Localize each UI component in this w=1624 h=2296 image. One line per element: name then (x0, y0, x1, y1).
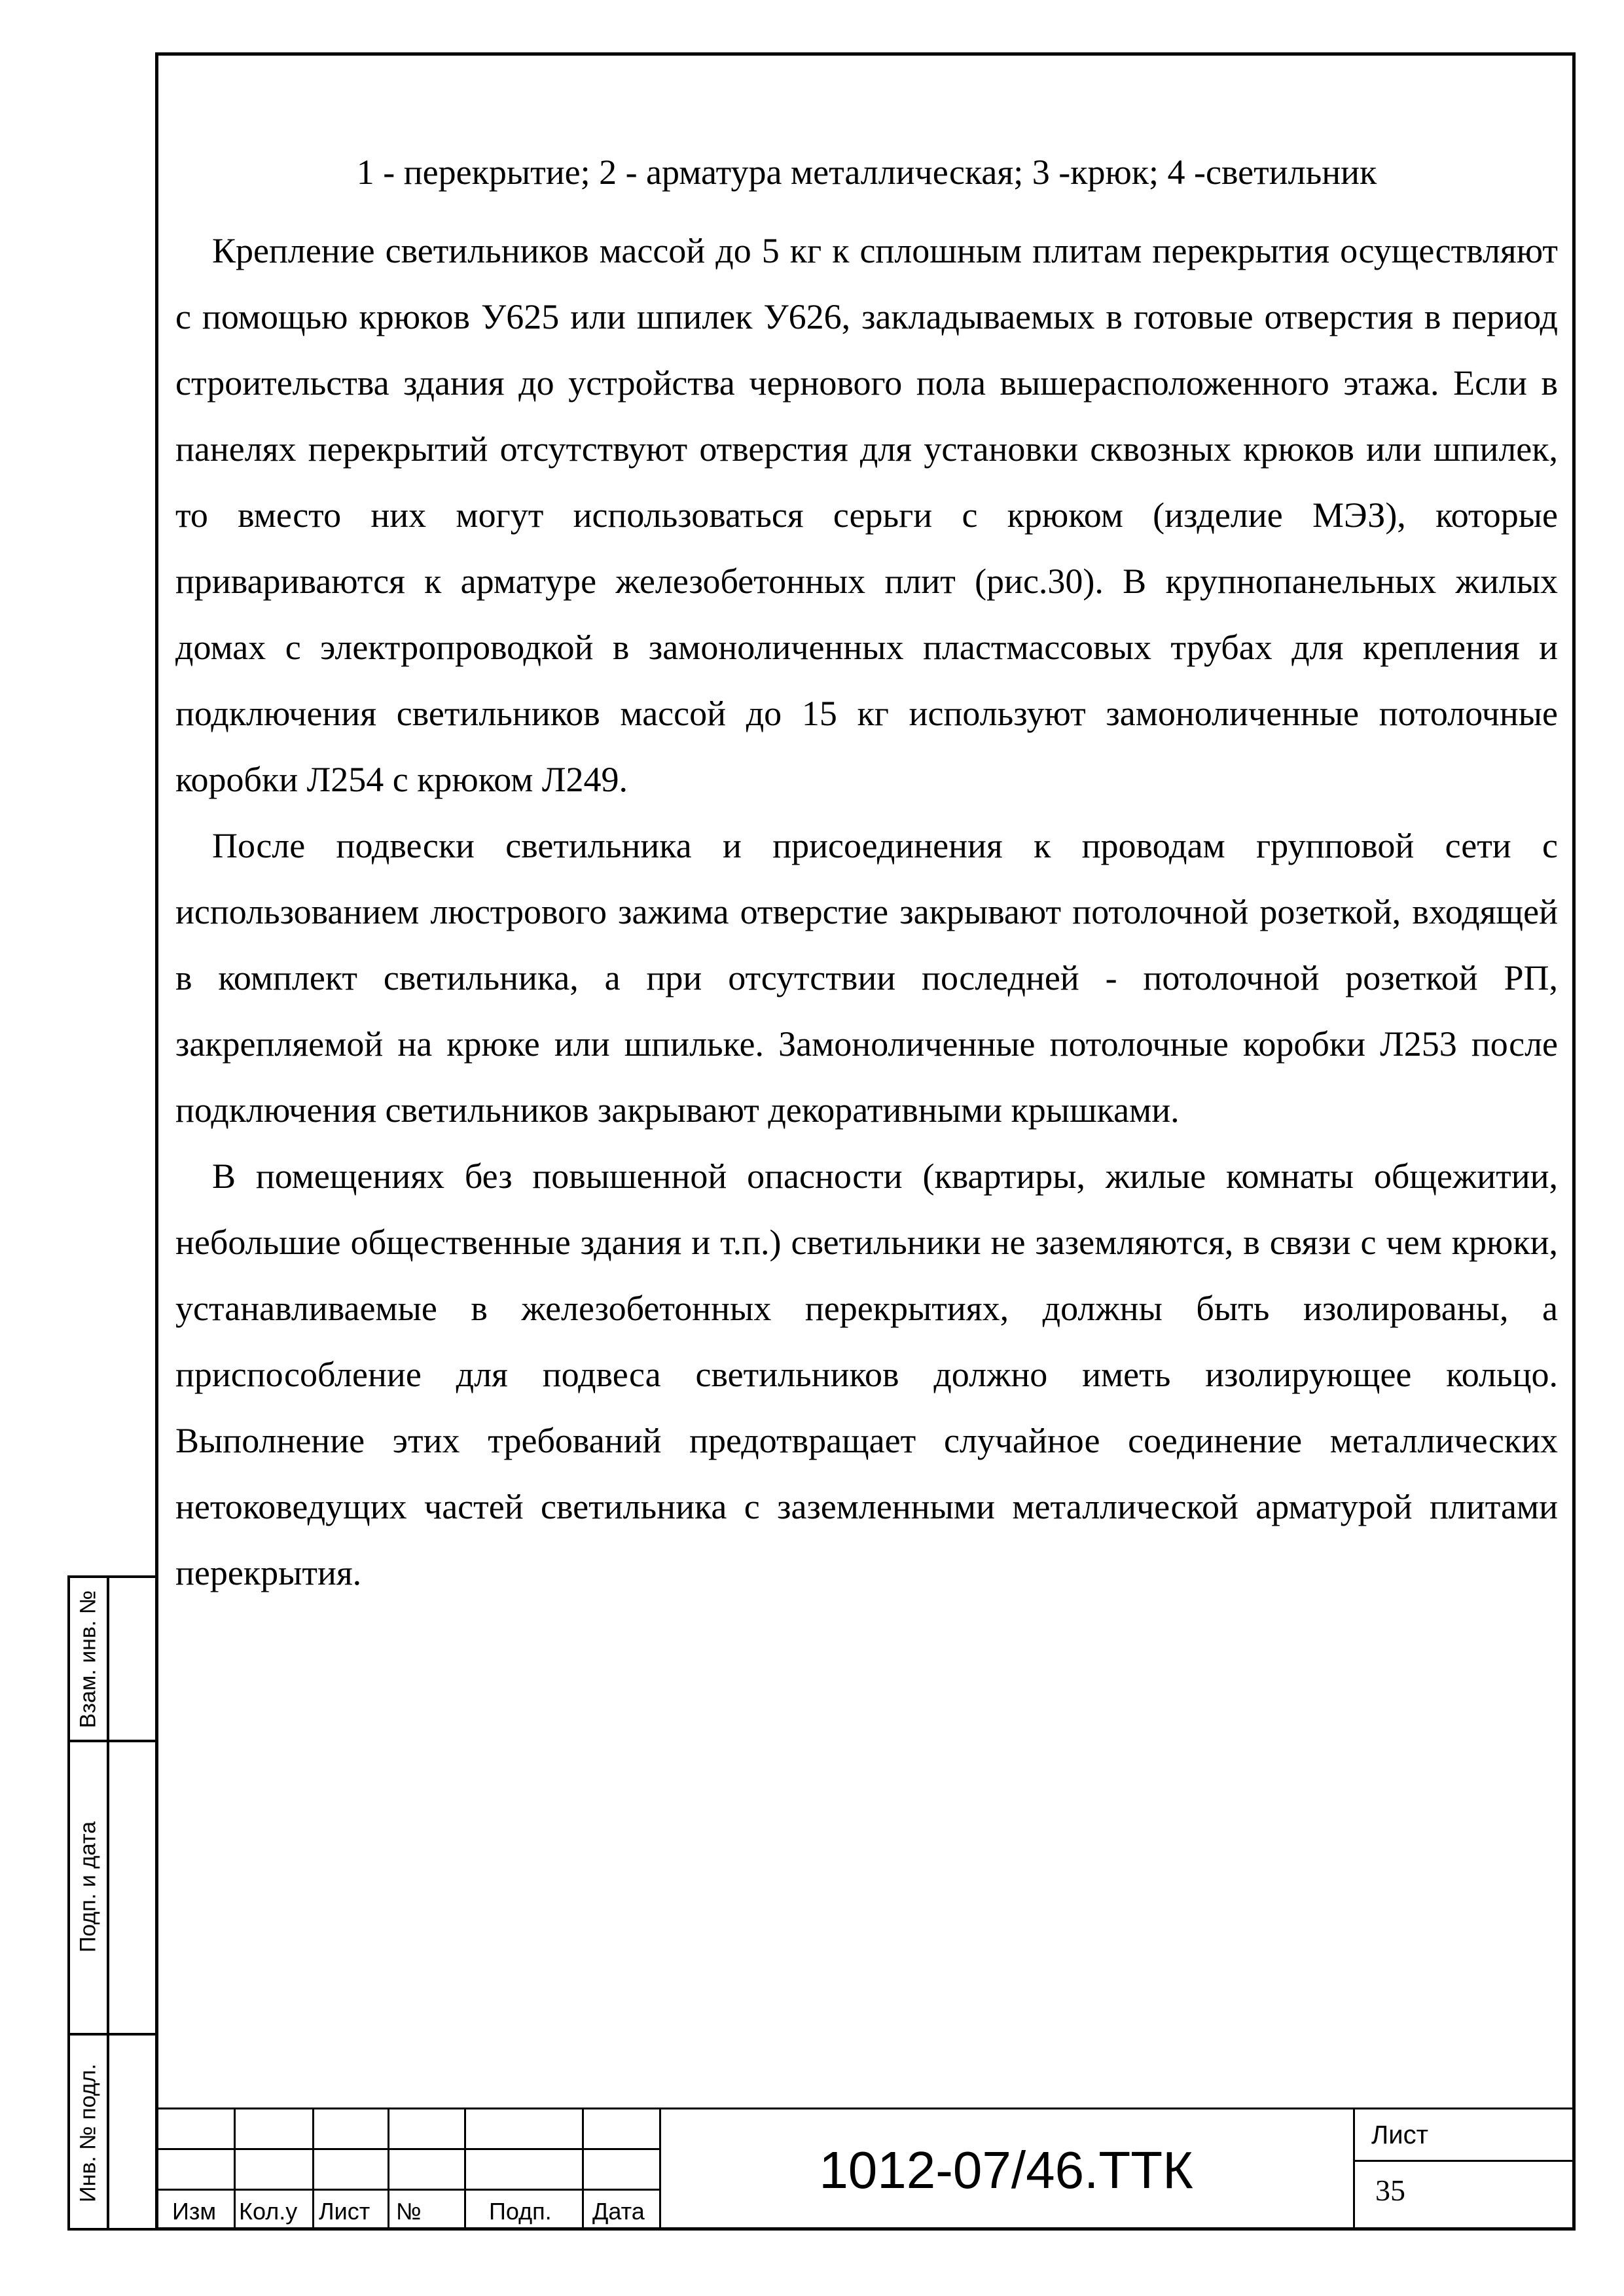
col-list: Лист (319, 2198, 370, 2225)
title-block-line (312, 2108, 314, 2231)
paragraph-1: Крепление светильников массой до 5 кг к сплошным плитам перекрытия осуществляют с помощью крюков У625 или шпилек У626, закладываемых в готовые отверстия в период строительства здания до устройства чернового пола вышерасположенного этажа. Если в панелях перекрытий отсутствуют отверстия для установки сквозных крюков или шпилек, то вместо них могут использоваться серьги с крюком (изделие МЭЗ), которые привариваются к арматуре железобетонных плит (рис.30). В крупнопанельных жилых домах с электропроводкой в замоноличенных пластмассовых трубах для крепления и подключения светильников массой до 15 кг используют замоноличенные потолочные коробки Л254 с крюком Л249. (175, 231, 1558, 799)
side-stamp-line (70, 2033, 155, 2036)
sheet-number: 35 (1375, 2174, 1405, 2207)
paragraph-2: После подвески светильника и присоединения к проводам групповой сети с использованием люстрового зажима отверстие закрывают потолочной розеткой, входящей в комплект светильника, а при отсутствии последней - потолочной розеткой РП, закрепляемой на крюке или шпильке. Замоноличенные потолочные коробки Л253 после подключения светильников закрывают декоративными крышками. (175, 826, 1558, 1130)
inv-podl-label: Инв. № подл. (75, 2064, 101, 2202)
sheet-label: Лист (1371, 2121, 1428, 2149)
title-block-line (155, 2108, 1576, 2109)
title-block-line (388, 2108, 389, 2231)
side-stamp (67, 1575, 155, 2231)
title-block-line (234, 2108, 236, 2231)
figure-caption: 1 - перекрытие; 2 - арматура металлическая; 3 -крюк; 4 -светильник (356, 152, 1377, 192)
side-stamp-divider (107, 1578, 109, 2228)
paragraph-3: В помещениях без повышенной опасности (квартиры, жилые комнаты общежитии, небольшие общественные здания и т.п.) светильники не заземляются, в связи с чем крюки, устанавливаемые в железобетонных перекрытиях, должны быть изолированы, а приспособление для подвеса светильников должно иметь изолирующее кольцо. Выполнение этих требований предотвращает случайное соединение металлических нетоковедущих частей светильника с заземленными металлической арматурой плитами перекрытия. (175, 1157, 1558, 1592)
vzam-inv-label: Взам. инв. № (75, 1590, 101, 1729)
col-izm: Изм (172, 2198, 217, 2225)
col-data: Дата (592, 2198, 645, 2225)
side-stamp-line (70, 1740, 155, 1742)
title-block-line (1353, 2108, 1355, 2231)
page-body (175, 149, 1558, 1606)
title-block (155, 2108, 1576, 2231)
title-block-line (464, 2108, 466, 2231)
col-podp: Подп. (489, 2198, 552, 2225)
col-num: № (396, 2198, 422, 2225)
podp-data-label: Подп. и дата (75, 1821, 101, 1953)
title-block-line (1353, 2160, 1576, 2162)
col-kolu: Кол.у (239, 2198, 298, 2225)
title-block-line (582, 2108, 584, 2231)
document-code: 1012-07/46.ТТК (819, 2141, 1193, 2199)
